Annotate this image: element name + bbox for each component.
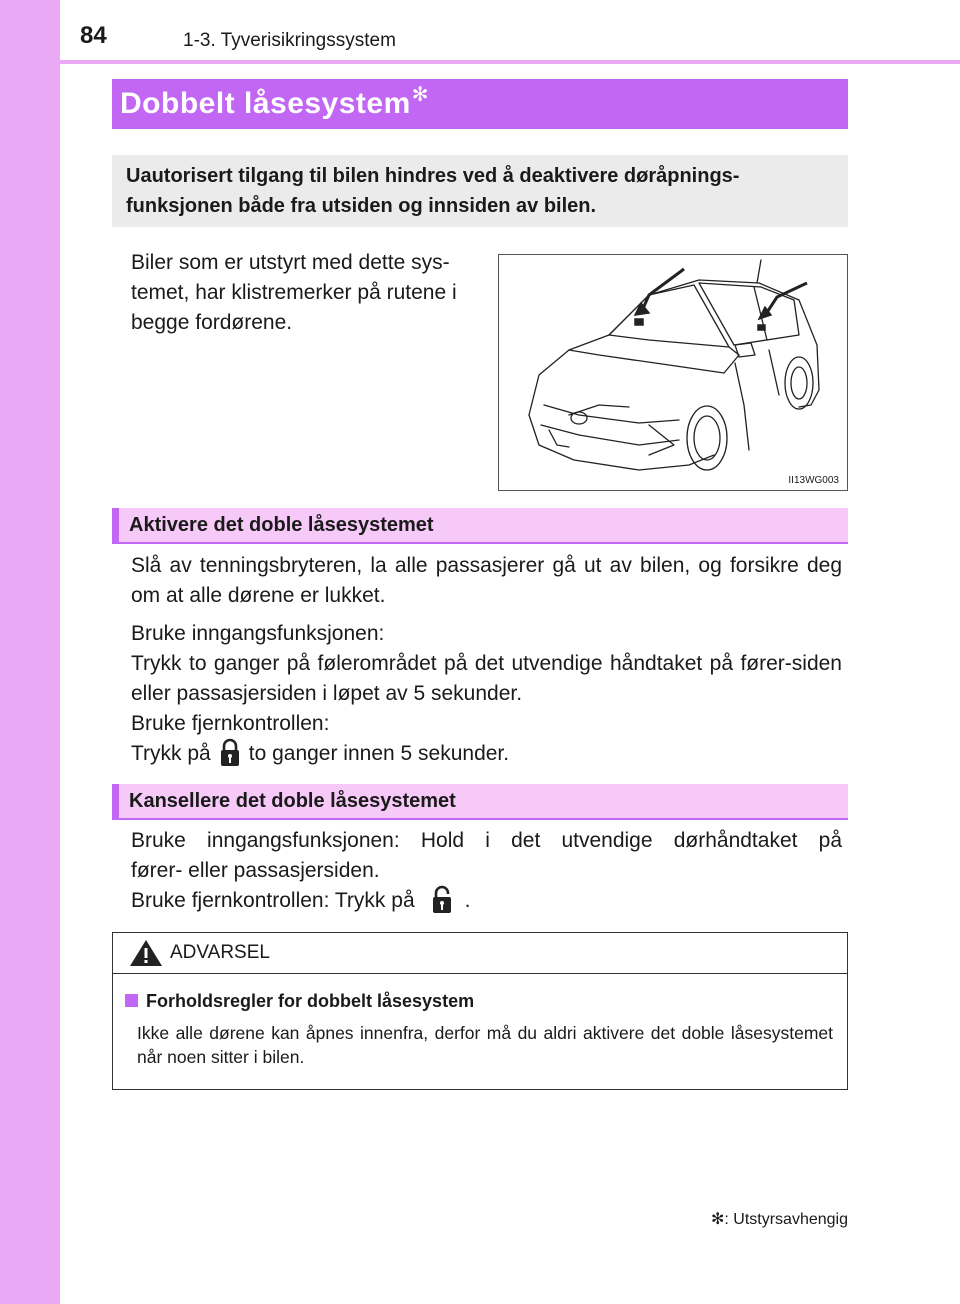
warning-box bbox=[112, 932, 848, 1090]
lock-open-icon bbox=[429, 884, 455, 914]
warning-title: ADVARSEL bbox=[170, 942, 270, 963]
cancel-instructions bbox=[131, 826, 842, 916]
warning-subtitle bbox=[125, 991, 474, 1012]
car-with-window-stickers-illustration bbox=[499, 255, 847, 490]
warning-triangle-icon bbox=[129, 939, 163, 972]
page-title: Dobbelt låsesystem bbox=[120, 87, 411, 120]
activate-instructions bbox=[131, 551, 842, 769]
warning-text: Ikke alle dørene kan åpnes innenfra, derfor må du aldri aktivere det doble låsesystemet når noen sitter i bilen. bbox=[137, 1023, 833, 1067]
cancel-entry-line2: fører- eller passasjersiden. bbox=[131, 859, 380, 882]
cancel-entry-line1: Bruke inngangsfunksjonen: Hold i det utvendige dørhåndtaket på bbox=[131, 829, 842, 852]
cancel-remote-text-a: Bruke fjernkontrollen: Trykk på bbox=[131, 889, 415, 912]
activate-remote-text bbox=[131, 739, 842, 769]
square-bullet-icon bbox=[125, 994, 138, 1007]
cancel-remote-text bbox=[131, 886, 842, 916]
section-heading-activate bbox=[112, 508, 848, 544]
header-rule bbox=[60, 60, 960, 64]
footnote-marker: ✻ bbox=[710, 1211, 725, 1228]
warning-header bbox=[113, 933, 847, 974]
activate-entry-text: Trykk to ganger på følerområdet på det utvendige håndtaket på fører-siden eller passasjersiden i løpet av 5 sekunder. bbox=[131, 652, 842, 705]
car-figure bbox=[498, 254, 848, 491]
figure-code: II13WG003 bbox=[788, 475, 839, 486]
intro-box: Uautorisert tilgang til bilen hindres ved å deaktivere døråpnings-funksjonen både fra utsiden og innsiden av bilen. bbox=[112, 155, 848, 227]
cancel-remote-text-b: . bbox=[464, 889, 471, 912]
lock-closed-icon bbox=[217, 737, 243, 767]
page-number: 84 bbox=[80, 22, 107, 49]
section-heading-cancel-text: Kansellere det doble låsesystemet bbox=[129, 790, 456, 812]
activate-remote-text-a: Trykk på bbox=[131, 742, 211, 765]
warning-subtitle-text: Forholdsregler for dobbelt låsesystem bbox=[146, 991, 475, 1011]
title-marker: ✻ bbox=[411, 84, 429, 106]
section-heading-activate-text: Aktivere det doble låsesystemet bbox=[129, 514, 434, 536]
side-strip bbox=[0, 0, 60, 1304]
footnote-text: : Utstyrsavhengig bbox=[724, 1211, 848, 1228]
title-banner bbox=[112, 79, 848, 129]
section-heading-cancel bbox=[112, 784, 848, 820]
chapter-title: 1-3. Tyverisikringssystem bbox=[183, 30, 396, 51]
activate-paragraph: Slå av tenningsbryteren, la alle passasjerer gå ut av bilen, og forsikre deg om at alle dørene er lukket. bbox=[131, 554, 842, 607]
intro-paragraph: Biler som er utstyrt med dette sys-temet, har klistremerker på rutene i begge fordørene. bbox=[131, 251, 457, 334]
activate-entry-label: Bruke inngangsfunksjonen: bbox=[131, 622, 385, 645]
footnote bbox=[711, 1209, 848, 1229]
activate-remote-text-b: to ganger innen 5 sekunder. bbox=[248, 742, 510, 765]
activate-remote-label: Bruke fjernkontrollen: bbox=[131, 712, 330, 735]
